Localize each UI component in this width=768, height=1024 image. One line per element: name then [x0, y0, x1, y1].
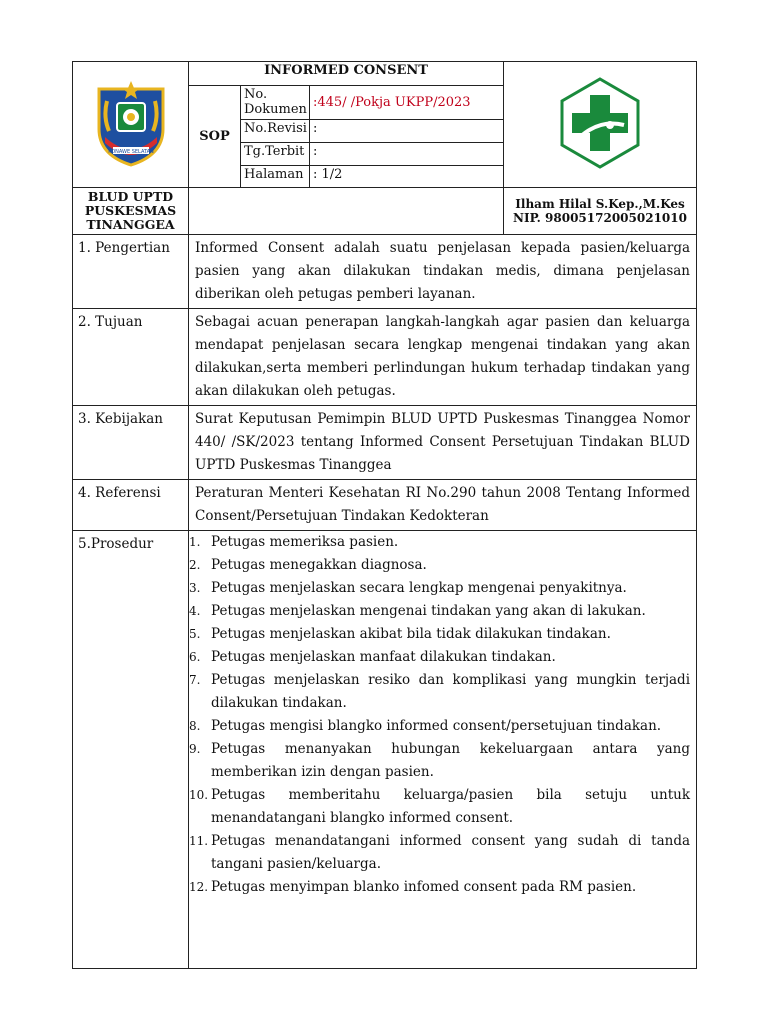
- section-text: Surat Keputusan Pemimpin BLUD UPTD Puskesmas Tinanggea Nomor 440/ /SK/2023 tentang Informed Consent Persetujuan Tindakan BLUD UPTD Puskesmas Tinanggea: [189, 406, 697, 480]
- regency-logo-cell: [73, 62, 189, 188]
- procedure-steps-cell: [189, 531, 697, 969]
- list-item: 4. Petugas menjelaskan mengenai tindakan yang akan di lakukan.: [189, 603, 646, 619]
- field-label: No. Dokumen: [241, 86, 310, 120]
- section-text: Peraturan Menteri Kesehatan RI No.290 tahun 2008 Tentang Informed Consent/Persetujuan Tindakan Kedokteran: [189, 480, 697, 531]
- section-label: 4. Referensi: [73, 480, 189, 531]
- section-text: Sebagai acuan penerapan langkah-langkah agar pasien dan keluarga mendapat penjelasan secara lengkap mengenai tindakan yang akan dilakukan,serta memberi perlindungan hukum terhadap tindakan yang akan dilakukan oleh petugas.: [189, 309, 697, 406]
- list-item: 3. Petugas menjelaskan secara lengkap mengenai penyakitnya.: [189, 580, 627, 596]
- field-value: :445/ /Pokja UKPP/2023: [310, 86, 504, 120]
- svg-text:KONAWE SELATAN: KONAWE SELATAN: [107, 148, 154, 155]
- puskesmas-logo-icon: [552, 75, 648, 171]
- section-text: Informed Consent adalah suatu penjelasan kepada pasien/keluarga pasien yang akan dilakukan tindakan medis, dimana penjelasan diberikan oleh petugas pemberi layanan.: [189, 235, 697, 309]
- signer-name: Ilham Hilal S.Kep.,M.Kes: [515, 197, 685, 211]
- field-value: :: [310, 120, 504, 143]
- sop-table: [72, 61, 697, 969]
- signer-nip: NIP. 98005172005021010: [513, 211, 687, 225]
- list-item: 12. Petugas menyimpan blanko infomed consent pada RM pasien.: [189, 879, 637, 895]
- list-item: 1. Petugas memeriksa pasien.: [189, 534, 399, 550]
- field-value: :: [310, 143, 504, 166]
- list-item: 9. Petugas menanyakan hubungan kekeluargaan antara yang memberikan izin dengan pasien.: [189, 741, 691, 780]
- signer-block: [504, 188, 697, 235]
- field-label: No.Revisi: [241, 120, 310, 143]
- sop-document: [72, 61, 696, 954]
- puskesmas-logo-cell: [504, 62, 697, 188]
- field-value: : 1/2: [310, 166, 504, 188]
- procedure-steps: [189, 531, 690, 899]
- field-label: Halaman: [241, 166, 310, 188]
- field-label: Tg.Terbit: [241, 143, 310, 166]
- list-item: 2. Petugas menegakkan diagnosa.: [189, 557, 427, 573]
- list-item: 5. Petugas menjelaskan akibat bila tidak dilakukan tindakan.: [189, 626, 611, 642]
- blank-cell: [189, 188, 504, 235]
- organization-name: BLUD UPTD PUSKESMAS TINANGGEA: [73, 188, 189, 235]
- regency-emblem-icon: [83, 77, 179, 169]
- sop-label: SOP: [189, 86, 241, 188]
- section-label: 1. Pengertian: [73, 235, 189, 309]
- document-title: INFORMED CONSENT: [189, 62, 504, 86]
- list-item: 10. Petugas memberitahu keluarga/pasien bila setuju untuk menandatangani blangko informed consent.: [189, 787, 691, 826]
- list-item: 6. Petugas menjelaskan manfaat dilakukan tindakan.: [189, 649, 556, 665]
- list-item: 8. Petugas mengisi blangko informed consent/persetujuan tindakan.: [189, 718, 662, 734]
- list-item: 11. Petugas menandatangani informed consent yang sudah di tanda tangani pasien/keluarga.: [189, 833, 691, 872]
- section-label: 2. Tujuan: [73, 309, 189, 406]
- section-label: 5.Prosedur: [73, 531, 189, 969]
- section-label: 3. Kebijakan: [73, 406, 189, 480]
- list-item: 7. Petugas menjelaskan resiko dan komplikasi yang mungkin terjadi dilakukan tindakan.: [189, 672, 691, 711]
